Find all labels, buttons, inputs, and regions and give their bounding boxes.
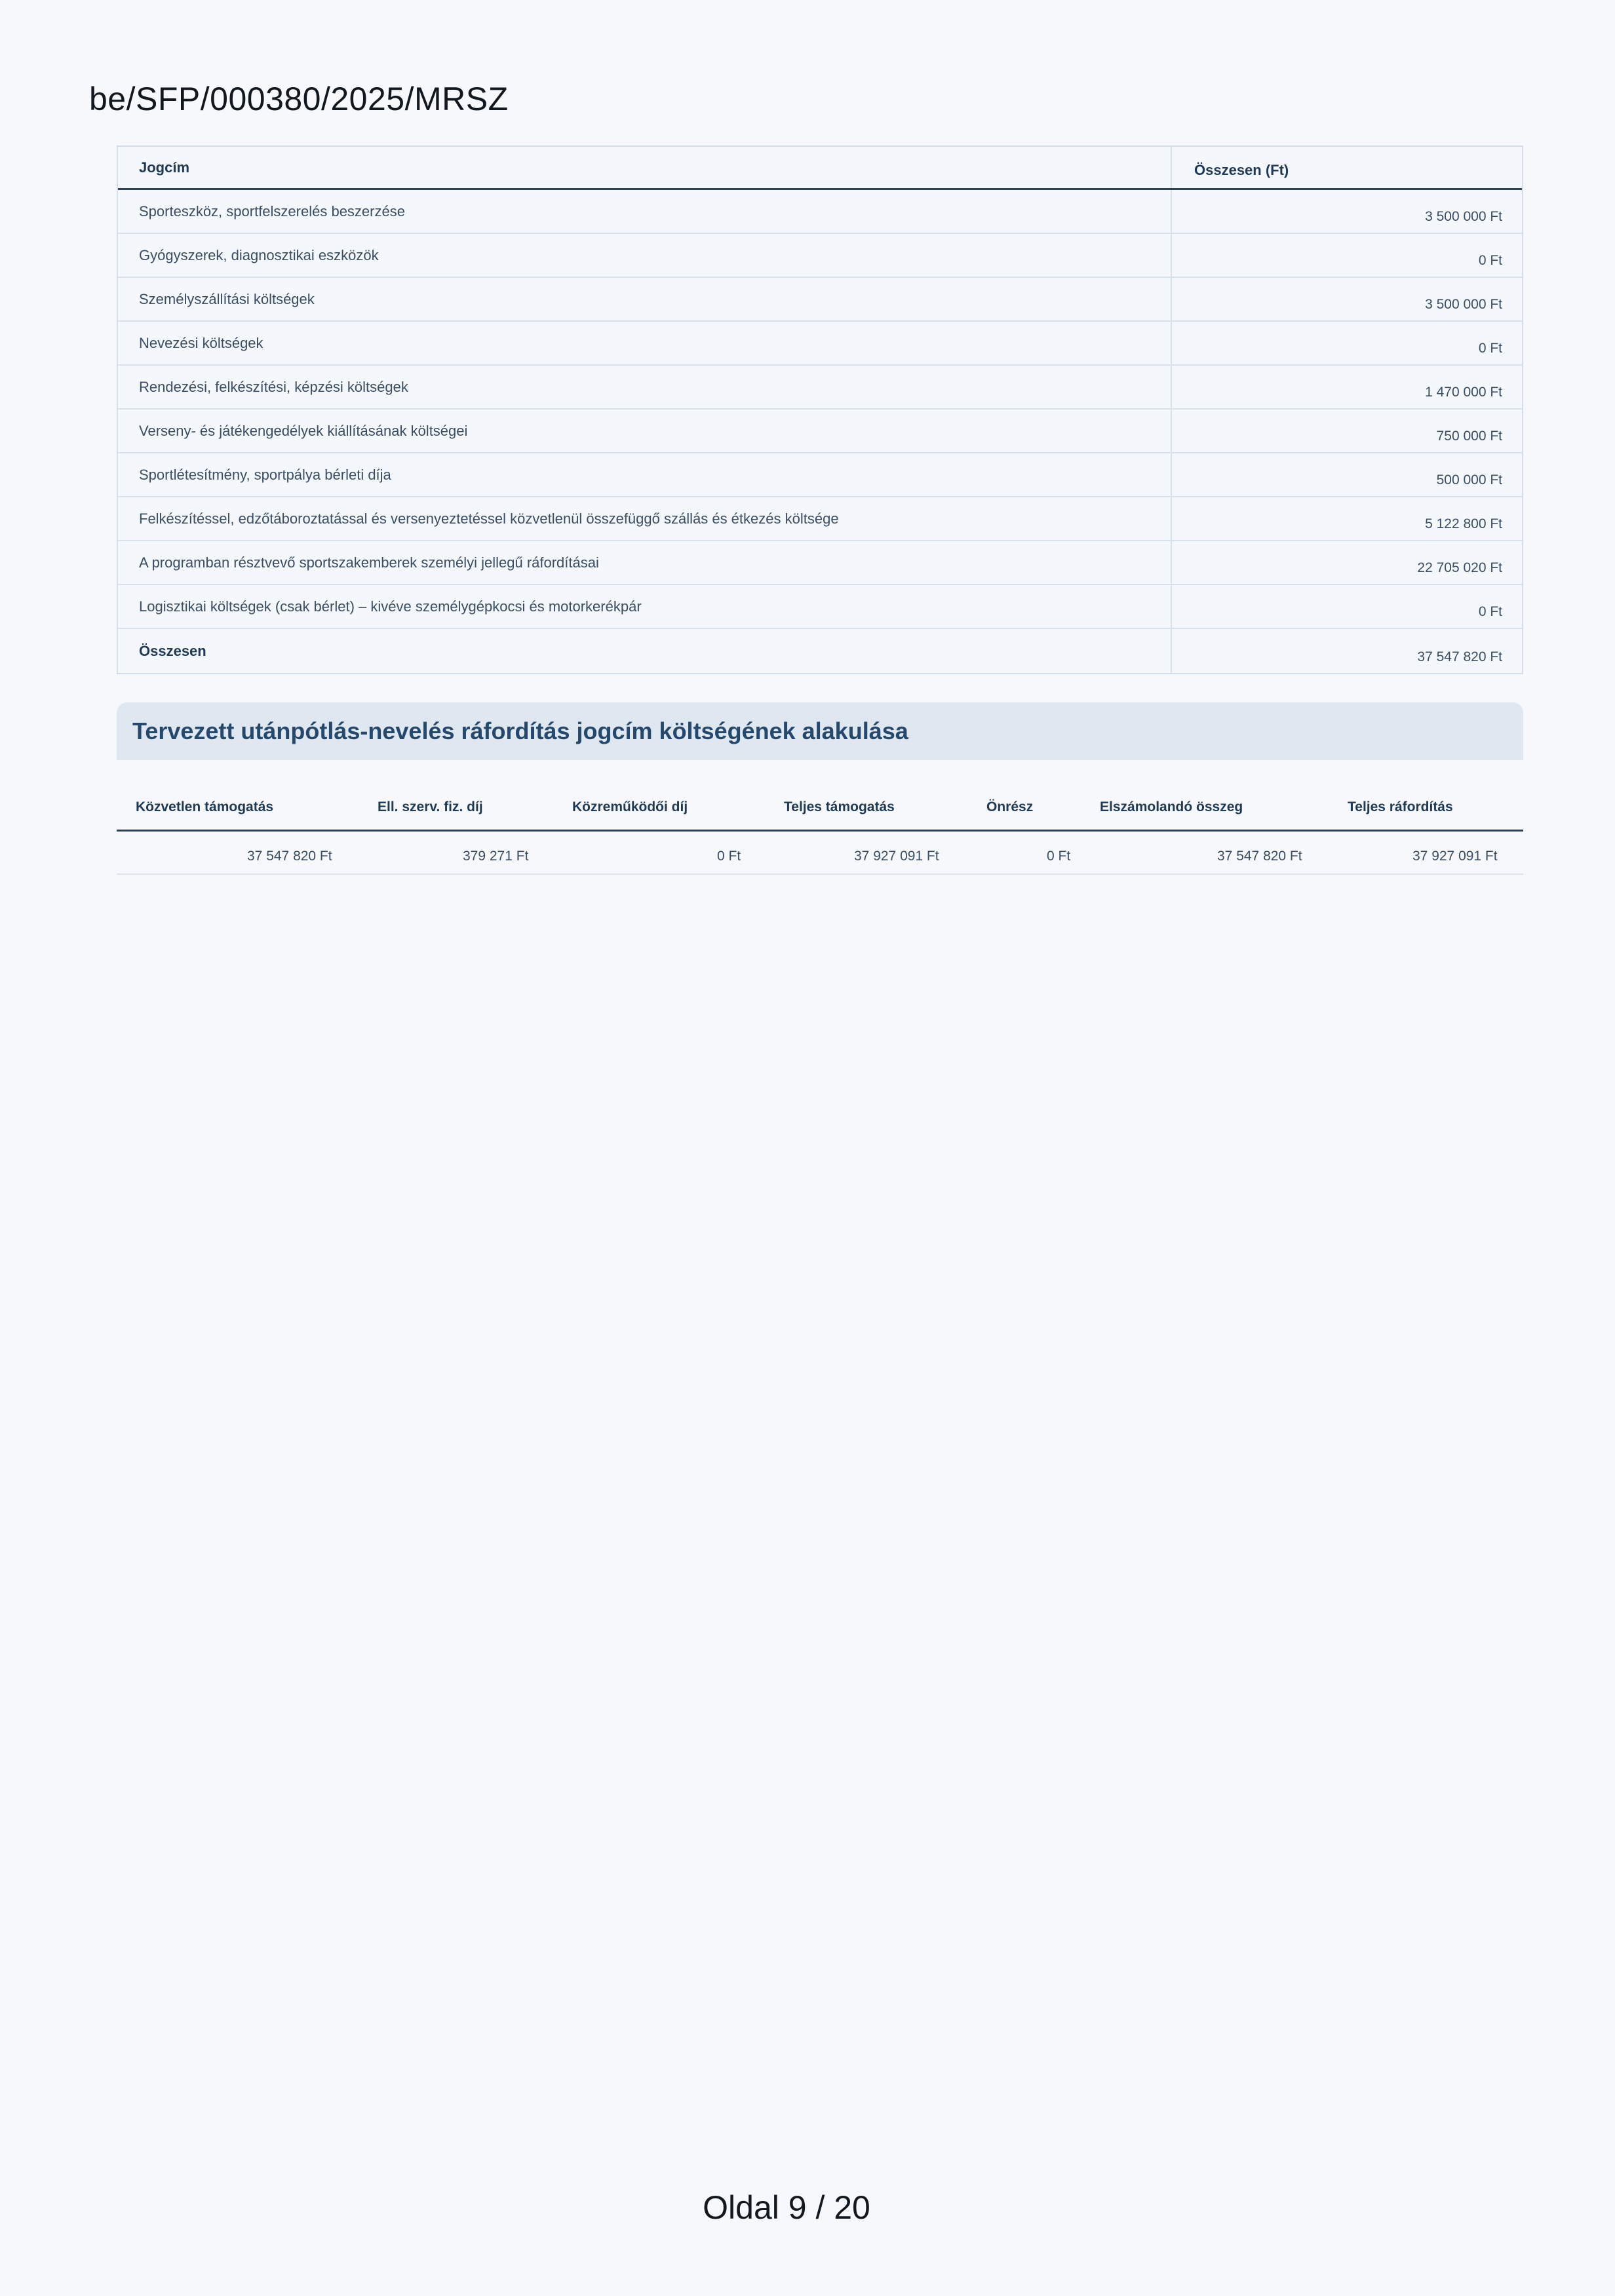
table-row xyxy=(118,278,1522,322)
header-own-contribution: Önrész xyxy=(986,799,1034,814)
row-value: 22 705 020 Ft xyxy=(1417,560,1502,575)
value-direct-support: 37 547 820 Ft xyxy=(247,849,332,864)
header-accountable-amount: Elszámolandó összeg xyxy=(1100,799,1243,814)
table-row xyxy=(118,234,1522,278)
row-value: 0 Ft xyxy=(1478,253,1502,268)
row-name: Felkészítéssel, edzőtáboroztatással és versenyeztetéssel közvetlenül összefüggő szállás és étkezés költsége xyxy=(118,497,1172,540)
row-name: Logisztikai költségek (csak bérlet) – kivéve személygépkocsi és motorkerékpár xyxy=(118,585,1172,628)
table-row xyxy=(118,497,1522,541)
value-total-support: 37 927 091 Ft xyxy=(854,849,939,864)
header-direct-support: Közvetlen támogatás xyxy=(136,799,274,814)
row-name: Verseny- és játékengedélyek kiállításának költségei xyxy=(118,410,1172,452)
row-value: 0 Ft xyxy=(1478,604,1502,619)
header-total-expenditure: Teljes ráfordítás xyxy=(1348,799,1453,814)
row-name: Rendezési, felkészítési, képzési költségek xyxy=(118,366,1172,408)
table-row xyxy=(118,453,1522,497)
row-value: 3 500 000 Ft xyxy=(1425,209,1502,224)
value-intermediary-fee: 0 Ft xyxy=(717,849,741,864)
table-row xyxy=(118,585,1522,629)
column-header-total: Összesen (Ft) xyxy=(1194,162,1289,178)
table-row xyxy=(118,541,1522,585)
row-name: Nevezési költségek xyxy=(118,322,1172,364)
value-own-contribution: 0 Ft xyxy=(1047,849,1071,864)
summary-table-row xyxy=(117,832,1523,875)
value-accountable-amount: 37 547 820 Ft xyxy=(1217,849,1302,864)
table-row xyxy=(118,366,1522,410)
cost-table xyxy=(117,145,1523,674)
header-control-fee: Ell. szerv. fiz. díj xyxy=(378,799,483,814)
page-number: Oldal 9 / 20 xyxy=(703,2189,870,2226)
table-row xyxy=(118,410,1522,453)
summary-table xyxy=(117,786,1523,875)
row-name: Sportlétesítmény, sportpálya bérleti díja xyxy=(118,453,1172,496)
header-total-support: Teljes támogatás xyxy=(784,799,895,814)
row-value: 0 Ft xyxy=(1478,341,1502,356)
cost-table-header xyxy=(118,147,1522,190)
row-name: Személyszállítási költségek xyxy=(118,278,1172,320)
value-total-expenditure: 37 927 091 Ft xyxy=(1412,849,1498,864)
table-total-row xyxy=(118,629,1522,673)
row-name: Gyógyszerek, diagnosztikai eszközök xyxy=(118,234,1172,277)
row-value: 750 000 Ft xyxy=(1436,429,1502,444)
row-value: 500 000 Ft xyxy=(1436,472,1502,488)
row-name: Sporteszköz, sportfelszerelés beszerzése xyxy=(118,190,1172,233)
row-value: 3 500 000 Ft xyxy=(1425,297,1502,312)
row-value: 1 470 000 Ft xyxy=(1425,385,1502,400)
table-row xyxy=(118,322,1522,366)
total-label: Összesen xyxy=(118,629,1172,673)
total-value: 37 547 820 Ft xyxy=(1417,649,1502,664)
row-value: 5 122 800 Ft xyxy=(1425,516,1502,531)
summary-table-header xyxy=(117,786,1523,832)
document-id: be/SFP/000380/2025/MRSZ xyxy=(89,81,509,117)
column-header-name: Jogcím xyxy=(118,147,1172,188)
value-control-fee: 379 271 Ft xyxy=(463,849,529,864)
table-row xyxy=(118,190,1522,234)
section-title: Tervezett utánpótlás-nevelés ráfordítás jogcím költségének alakulása xyxy=(117,702,1523,760)
header-intermediary-fee: Közreműködői díj xyxy=(572,799,688,814)
row-name: A programban résztvevő sportszakemberek személyi jellegű ráfordításai xyxy=(118,541,1172,584)
